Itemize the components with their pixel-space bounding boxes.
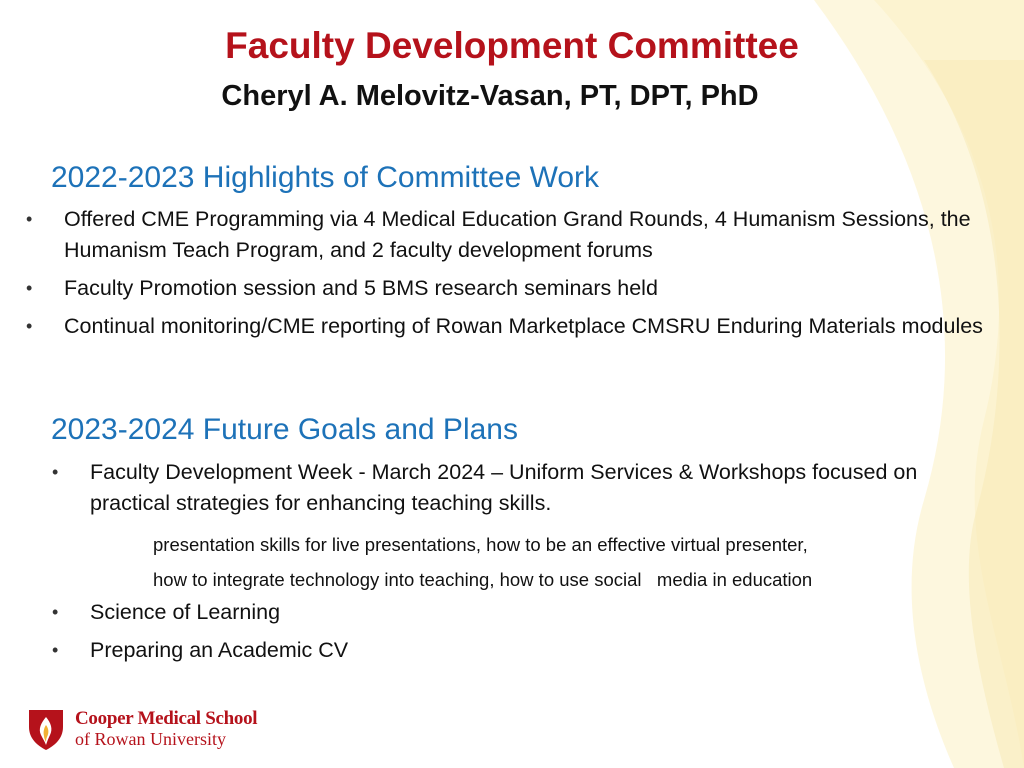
bullet-icon: •: [52, 602, 59, 622]
bullet-icon: •: [26, 316, 33, 336]
list-item: [26, 273, 999, 304]
cooper-logo: [26, 707, 257, 751]
goals-list-continued: [52, 597, 990, 673]
slide-subtitle: Cheryl A. Melovitz-Vasan, PT, DPT, PhD: [221, 80, 759, 112]
shield-flame-icon: [26, 707, 66, 751]
slide-title: Faculty Development Committee: [225, 25, 799, 66]
list-item-text: Offered CME Programming via 4 Medical Education Grand Rounds, 4 Humanism Sessions, the Humanism Teach Program, and 2 faculty development forums: [64, 207, 971, 262]
list-item-text: Faculty Promotion session and 5 BMS research seminars held: [64, 276, 658, 300]
bullet-icon: •: [26, 278, 33, 298]
list-item: [26, 204, 999, 266]
goals-heading: 2023-2024 Future Goals and Plans: [51, 413, 518, 446]
list-item: [52, 635, 990, 666]
workshop-topics: [153, 527, 812, 597]
workshop-topic-line: how to integrate technology into teaching, how to use social media in education: [153, 569, 813, 590]
logo-wordmark: [75, 709, 257, 749]
list-item-text: Science of Learning: [90, 600, 281, 624]
list-item-text: Continual monitoring/CME reporting of Rowan Marketplace CMSRU Enduring Materials modules: [64, 314, 983, 338]
workshop-topic-line: presentation skills for live presentations, how to be an effective virtual presenter,: [153, 534, 808, 555]
list-item-text: Faculty Development Week - March 2024 – Uniform Services & Workshops focused on practical strategies for enhancing teaching skills.: [90, 460, 918, 515]
list-item-text: Preparing an Academic CV: [90, 638, 349, 662]
list-item: [26, 311, 999, 342]
highlights-heading: 2022-2023 Highlights of Committee Work: [51, 161, 600, 194]
highlights-list: [26, 204, 999, 349]
bullet-icon: •: [52, 462, 59, 482]
bullet-icon: •: [26, 209, 33, 229]
bullet-icon: •: [52, 640, 59, 660]
list-item: [52, 457, 990, 519]
goals-list: [52, 457, 990, 526]
list-item: [52, 597, 990, 628]
logo-line-2: of Rowan University: [75, 729, 226, 749]
logo-line-1: Cooper Medical School: [75, 708, 258, 729]
